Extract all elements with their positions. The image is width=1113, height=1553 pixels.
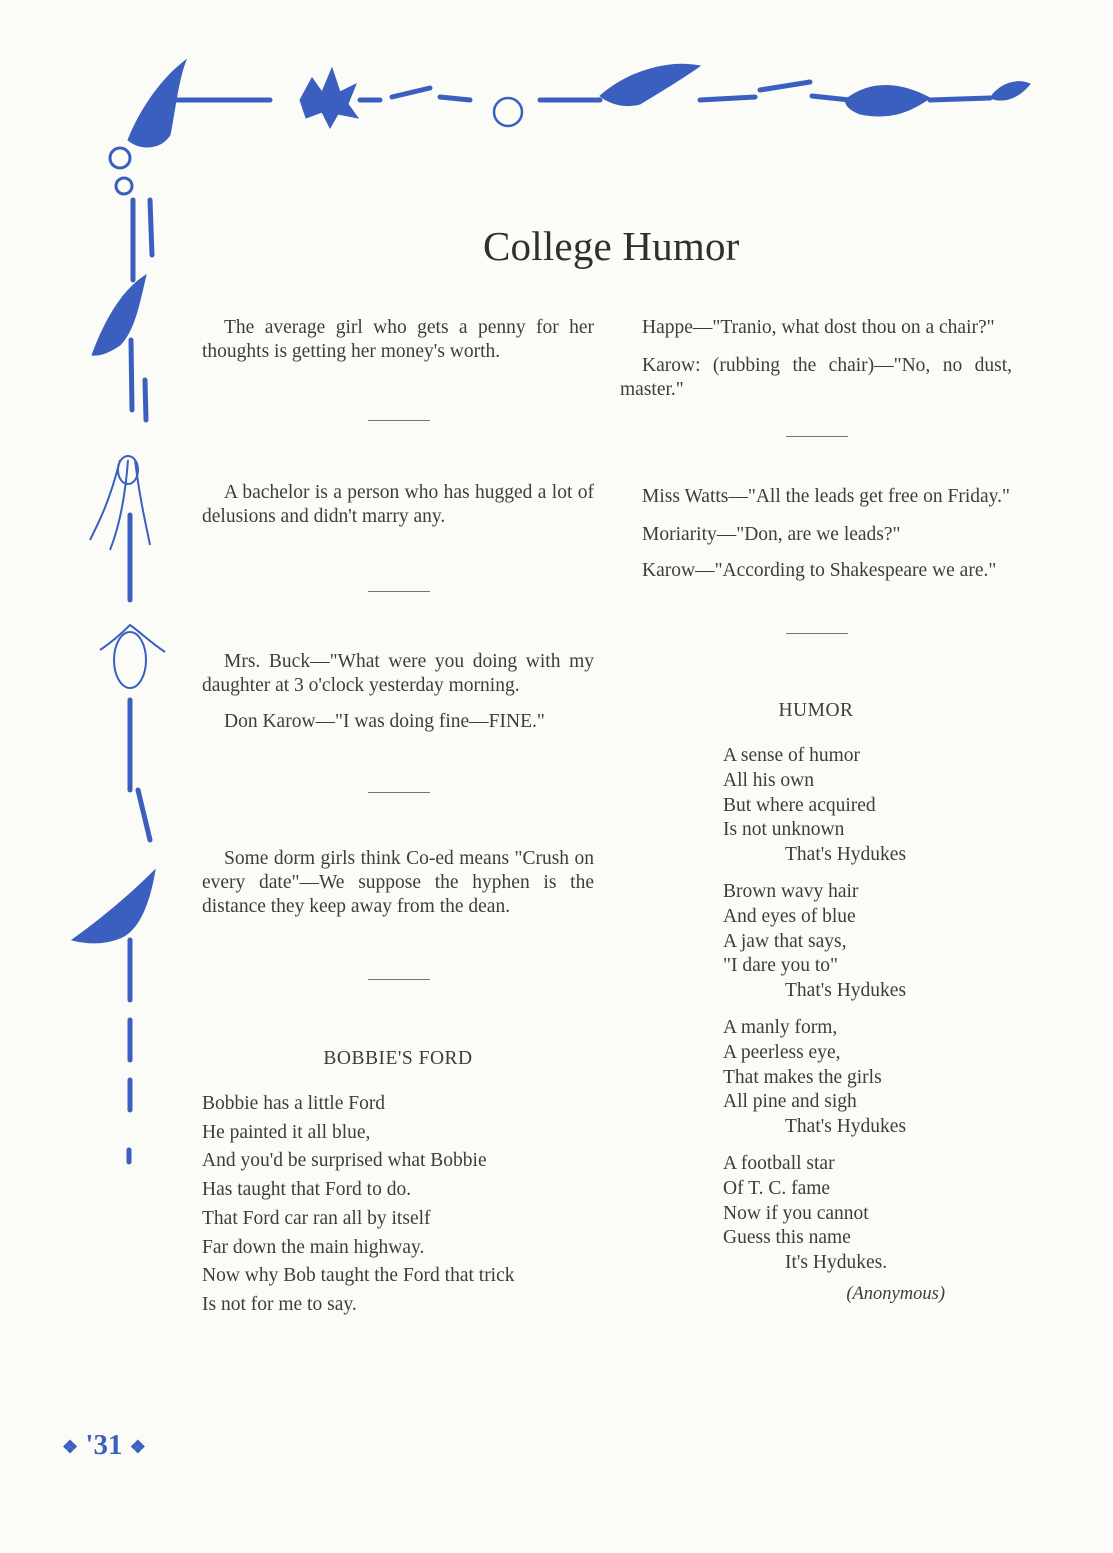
poem-line: Far down the main highway.	[202, 1236, 425, 1258]
leaf-icon	[845, 86, 930, 117]
holly-leaf-icon	[92, 275, 146, 355]
poem-line: That makes the girls	[723, 1066, 882, 1088]
joke-mrs-buck: Mrs. Buck—"What were you doing with my daughter at 3 o'clock yesterday morning.	[202, 651, 594, 696]
poem-line: All his own	[723, 769, 815, 791]
poem-stanza	[620, 880, 1012, 1004]
poem-line: A manly form,	[723, 1016, 838, 1038]
poem-refrain: That's Hydukes	[785, 1116, 907, 1138]
poem-attribution: (Anonymous)	[846, 1283, 945, 1304]
poem-line: A jaw that says,	[723, 930, 847, 952]
poem-refrain: It's Hydukes.	[785, 1252, 888, 1274]
joke-miss-watts: Miss Watts—"All the leads get free on Friday."	[642, 486, 1010, 507]
folio-text: '31	[85, 1429, 123, 1461]
poem-line: Now why Bob taught the Ford that trick	[202, 1265, 515, 1287]
poem-line: Is not for me to say.	[202, 1293, 357, 1315]
poem-line: Bobbie has a little Ford	[202, 1093, 386, 1114]
poem-line: Guess this name	[723, 1227, 851, 1249]
joke-moriarity: Moriarity—"Don, are we leads?"	[642, 524, 901, 545]
folio-ornament-right-icon: ❖	[129, 1436, 146, 1457]
left-border-rule	[129, 200, 152, 1162]
leaf-icon	[600, 64, 700, 105]
poem-line: Brown wavy hair	[723, 880, 859, 902]
left-column	[202, 316, 594, 1320]
poem-line: He painted it all blue,	[202, 1121, 371, 1143]
poem-stanza	[620, 1016, 1012, 1140]
poem-title-humor: HUMOR	[778, 700, 854, 721]
poem-line: Now if you cannot	[723, 1202, 869, 1224]
poem-stanza	[620, 1152, 1012, 1276]
joke-karow-shakespeare: Karow—"According to Shakespeare we are."	[642, 560, 997, 581]
acorn-icon	[110, 148, 130, 168]
pinecone-icon	[100, 625, 165, 688]
acorn-icon	[990, 82, 1030, 100]
joke-karow-chair: Karow: (rubbing the chair)—"No, no dust, master."	[620, 355, 1012, 400]
poem-refrain: That's Hydukes	[785, 844, 907, 866]
joke-don-karow: Don Karow—"I was doing fine—FINE."	[224, 711, 545, 732]
joke-happe: Happe—"Tranio, what dost thou on a chair?"	[642, 317, 995, 338]
poem-line: Has taught that Ford to do.	[202, 1179, 412, 1201]
pine-tassel-icon	[90, 456, 150, 550]
holly-leaf-icon	[72, 870, 155, 943]
poem-line: A sense of humor	[723, 745, 861, 766]
joke-bachelor: A bachelor is a person who has hugged a lot of delusions and didn't marry any.	[202, 482, 594, 527]
folio-ornament-left-icon: ❖	[62, 1436, 79, 1457]
poem-line: And eyes of blue	[723, 905, 856, 927]
poem-line: Of T. C. fame	[723, 1177, 831, 1199]
poem-line: A football star	[723, 1152, 835, 1174]
poem-line: But where acquired	[723, 794, 876, 816]
page-title: College Humor	[483, 223, 740, 269]
poem-line: "I dare you to"	[723, 955, 839, 977]
page-folio	[62, 1429, 146, 1462]
poem-bobbies-ford	[202, 1090, 594, 1320]
poem-humor	[620, 744, 1012, 1305]
poem-refrain: That's Hydukes	[785, 980, 907, 1002]
pinecone-icon	[494, 98, 522, 126]
maple-leaf-icon	[300, 68, 358, 128]
poem-line: All pine and sigh	[723, 1091, 857, 1113]
poem-line: Is not unknown	[723, 819, 845, 841]
poem-line: And you'd be surprised what Bobbie	[202, 1150, 487, 1172]
joke-co-ed: Some dorm girls think Co-ed means "Crush on every date"—We suppose the hyphen is the distance they keep away from the dean.	[202, 848, 594, 917]
right-column	[620, 316, 1012, 1305]
poem-stanza	[620, 744, 1012, 868]
holly-leaf-icon	[128, 60, 186, 147]
top-border-rule	[175, 82, 990, 100]
poem-line: A peerless eye,	[723, 1041, 841, 1063]
poem-line: That Ford car ran all by itself	[202, 1207, 431, 1229]
poem-title-bobbies-ford: BOBBIE'S FORD	[323, 1048, 473, 1069]
joke-penny-for-thoughts: The average girl who gets a penny for her thoughts is getting her money's worth.	[202, 317, 594, 362]
